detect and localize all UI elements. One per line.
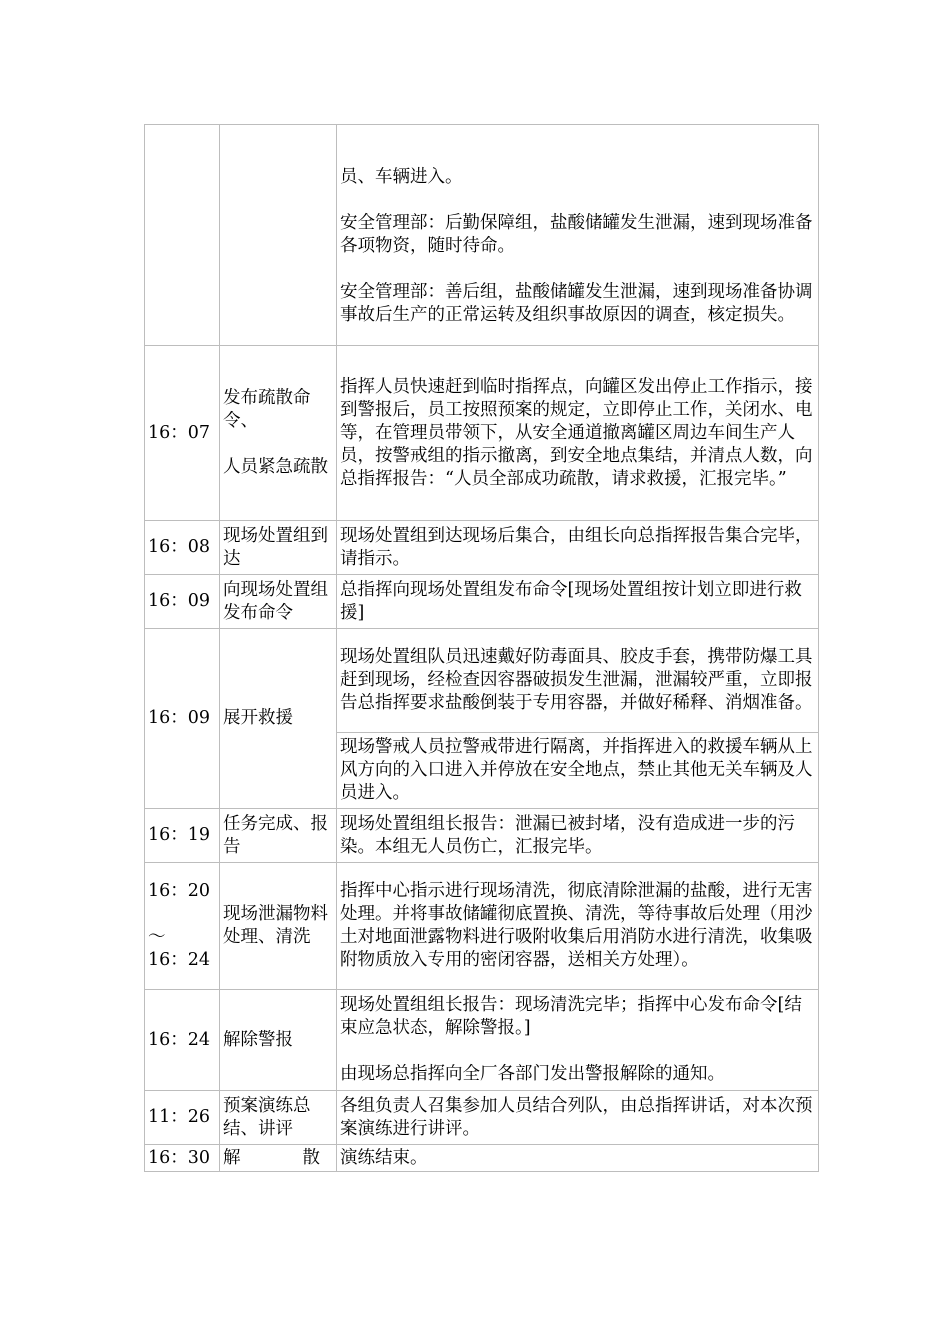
description-paragraph: 现场处置组组长报告：泄漏已被封堵，没有造成进一步的污染。本组无人员伤亡，汇报完毕。 <box>340 813 795 857</box>
description-cell <box>337 575 819 629</box>
description-paragraph: 员、车辆进入。 <box>340 167 463 187</box>
table-row <box>145 1145 819 1172</box>
description-cell <box>337 125 819 346</box>
item-cell: 任务完成、报告 <box>220 809 337 863</box>
description-paragraph: 指挥人员快速赶到临时指挥点，向罐区发出停止工作指示，接到警报后，员工按照预案的规定，立即停止工作，关闭水、电等，在管理员带领下，从安全通道撤离罐区周边车间生产人员，按警戒组的指示撤离，到安全地点集结，并清点人数，向总指挥报告：“人员全部成功疏散，请求救援，汇报完毕。” <box>340 376 813 489</box>
description-paragraph: 现场处置组到达现场后集合，由组长向总指挥报告集合完毕，请指示。 <box>340 525 813 569</box>
table-row <box>145 990 819 1091</box>
description-cell <box>337 521 819 575</box>
time-cell: 16：30 <box>145 1145 220 1172</box>
description-paragraph: 安全管理部：善后组，盐酸储罐发生泄漏，速到现场准备协调事故后生产的正常运转及组织事故原因的调查，核定损失。 <box>340 282 813 325</box>
description-cell <box>337 863 819 990</box>
description-cell <box>337 629 819 733</box>
item-char: 解 <box>223 1147 241 1168</box>
table-row <box>145 521 819 575</box>
time-cell: 16：19 <box>145 809 220 863</box>
item-cell <box>220 346 337 521</box>
description-paragraph: 现场处置组组长报告：现场清洗完毕；指挥中心发布命令[结束应急状态，解除警报。] <box>340 995 802 1038</box>
time-cell: 11：26 <box>145 1091 220 1145</box>
table-row <box>145 809 819 863</box>
time-cell: 16：09 <box>145 575 220 629</box>
description-cell <box>337 733 819 809</box>
description-paragraph: 现场警戒人员拉警戒带进行隔离，并指挥进入的救援车辆从上风方向的入口进入并停放在安全地点，禁止其他无关车辆及人员进入。 <box>340 737 813 803</box>
table-row <box>145 575 819 629</box>
description-cell <box>337 809 819 863</box>
item-cell <box>220 1145 337 1172</box>
time-cell <box>145 863 220 990</box>
item-char: 散 <box>302 1147 320 1168</box>
item-cell <box>220 125 337 346</box>
description-paragraph: 现场处置组队员迅速戴好防毒面具、胶皮手套，携带防爆工具赶到现场，经检查因容器破损发生泄漏，泄漏较严重，立即报告总指挥要求盐酸倒装于专用容器，并做好稀释、消烟准备。 <box>340 647 813 713</box>
time-cell: 16：24 <box>145 990 220 1091</box>
description-paragraph: 安全管理部：后勤保障组，盐酸储罐发生泄漏，速到现场准备各项物资，随时待命。 <box>340 213 813 256</box>
time-cell: 16：07 <box>145 346 220 521</box>
item-line: 人员紧急疏散 <box>223 457 328 477</box>
description-cell <box>337 1145 819 1172</box>
item-cell: 现场处置组到达 <box>220 521 337 575</box>
description-paragraph: 各组负责人召集参加人员结合列队，由总指挥讲话，对本次预案演练进行讲评。 <box>340 1095 813 1139</box>
item-cell: 现场泄漏物料处理、清洗 <box>220 863 337 990</box>
time-end: 16：24 <box>148 950 211 970</box>
description-cell <box>337 990 819 1091</box>
table-row <box>145 863 819 990</box>
table-row <box>145 629 819 733</box>
drill-schedule-table <box>144 124 819 1172</box>
time-cell: 16：08 <box>145 521 220 575</box>
description-cell <box>337 346 819 521</box>
description-paragraph: 由现场总指挥向全厂各部门发出警报解除的通知。 <box>340 1064 725 1084</box>
description-cell <box>337 1091 819 1145</box>
description-paragraph: 总指挥向现场处置组发布命令[现场处置组按计划立即进行救援] <box>340 579 802 623</box>
item-line: 发布疏散命令、 <box>223 388 311 431</box>
description-paragraph: 指挥中心指示进行现场清洗，彻底清除泄漏的盐酸，进行无害处理。并将事故储罐彻底置换、清洗，等待事故后处理（用沙土对地面泄露物料进行吸附收集后用消防水进行清洗，收集吸附物质放入专用的密闭容器，送相关方处理）。 <box>340 881 813 970</box>
table-row <box>145 346 819 521</box>
item-cell: 向现场处置组发布命令 <box>220 575 337 629</box>
time-cell: 16：09 <box>145 629 220 809</box>
time-start: 16：20 <box>148 881 211 901</box>
item-cell: 预案演练总结、讲评 <box>220 1091 337 1145</box>
item-cell: 展开救援 <box>220 629 337 809</box>
item-cell: 解除警报 <box>220 990 337 1091</box>
table-row <box>145 1091 819 1145</box>
time-cell <box>145 125 220 346</box>
time-separator: ～ <box>148 927 166 947</box>
table-row <box>145 125 819 346</box>
description-paragraph: 演练结束。 <box>340 1147 428 1168</box>
